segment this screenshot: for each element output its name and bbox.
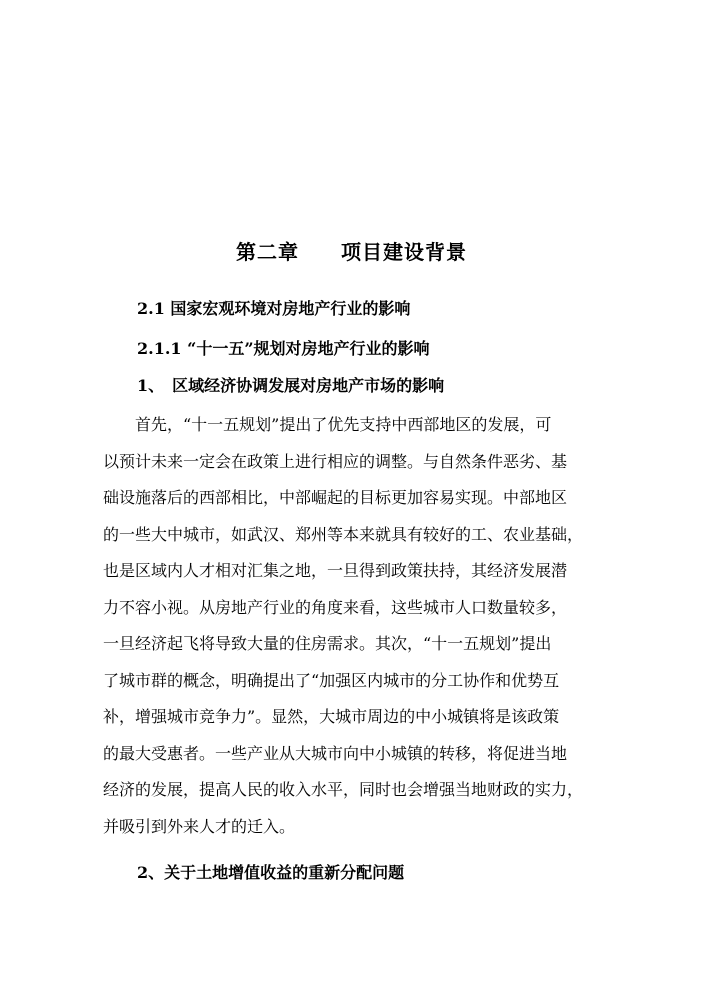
paragraph-line: 一旦经济起飞将导致大量的住房需求。其次，“十一五规划”提出 [103,634,552,653]
item-heading-1: 1、 区域经济协调发展对房地产市场的影响 [137,376,445,395]
paragraph-line: 补，增强城市竞争力”。显然，大城市周边的中小城镇将是该政策 [103,707,560,726]
paragraph-line: 力不容小视。从房地产行业的角度来看，这些城市人口数量较多， [103,598,568,617]
paragraph-line: 首先，“十一五规划”提出了优先支持中西部地区的发展，可 [103,415,552,434]
section-heading-2-1-1: 2.1.1 “十一五”规划对房地产行业的影响 [137,339,430,358]
paragraph-line: 了城市群的概念，明确提出了“加强区内城市的分工协作和优势互 [103,671,560,690]
paragraph-line: 以预计未来一定会在政策上进行相应的调整。与自然条件恶劣、基 [103,452,568,471]
paragraph-line: 也是区域内人才相对汇集之地，一旦得到政策扶持，其经济发展潜 [103,561,568,580]
item-heading-2: 2、关于土地增值收益的重新分配问题 [137,863,405,882]
paragraph-line: 并吸引到外来人才的迁入。 [103,817,296,836]
paragraph-line: 的一些大中城市，如武汉、郑州等本来就具有较好的工、农业基础， [103,525,584,544]
paragraph-line: 的最大受惠者。一些产业从大城市向中小城镇的转移，将促进当地 [103,744,568,763]
section-heading-2-1: 2.1 国家宏观环境对房地产行业的影响 [137,299,411,318]
chapter-title: 第二章 项目建设背景 [236,240,467,264]
paragraph-line: 经济的发展，提高人民的收入水平，同时也会增强当地财政的实力， [103,780,584,799]
paragraph-line: 础设施落后的西部相比，中部崛起的目标更加容易实现。中部地区 [103,488,568,507]
